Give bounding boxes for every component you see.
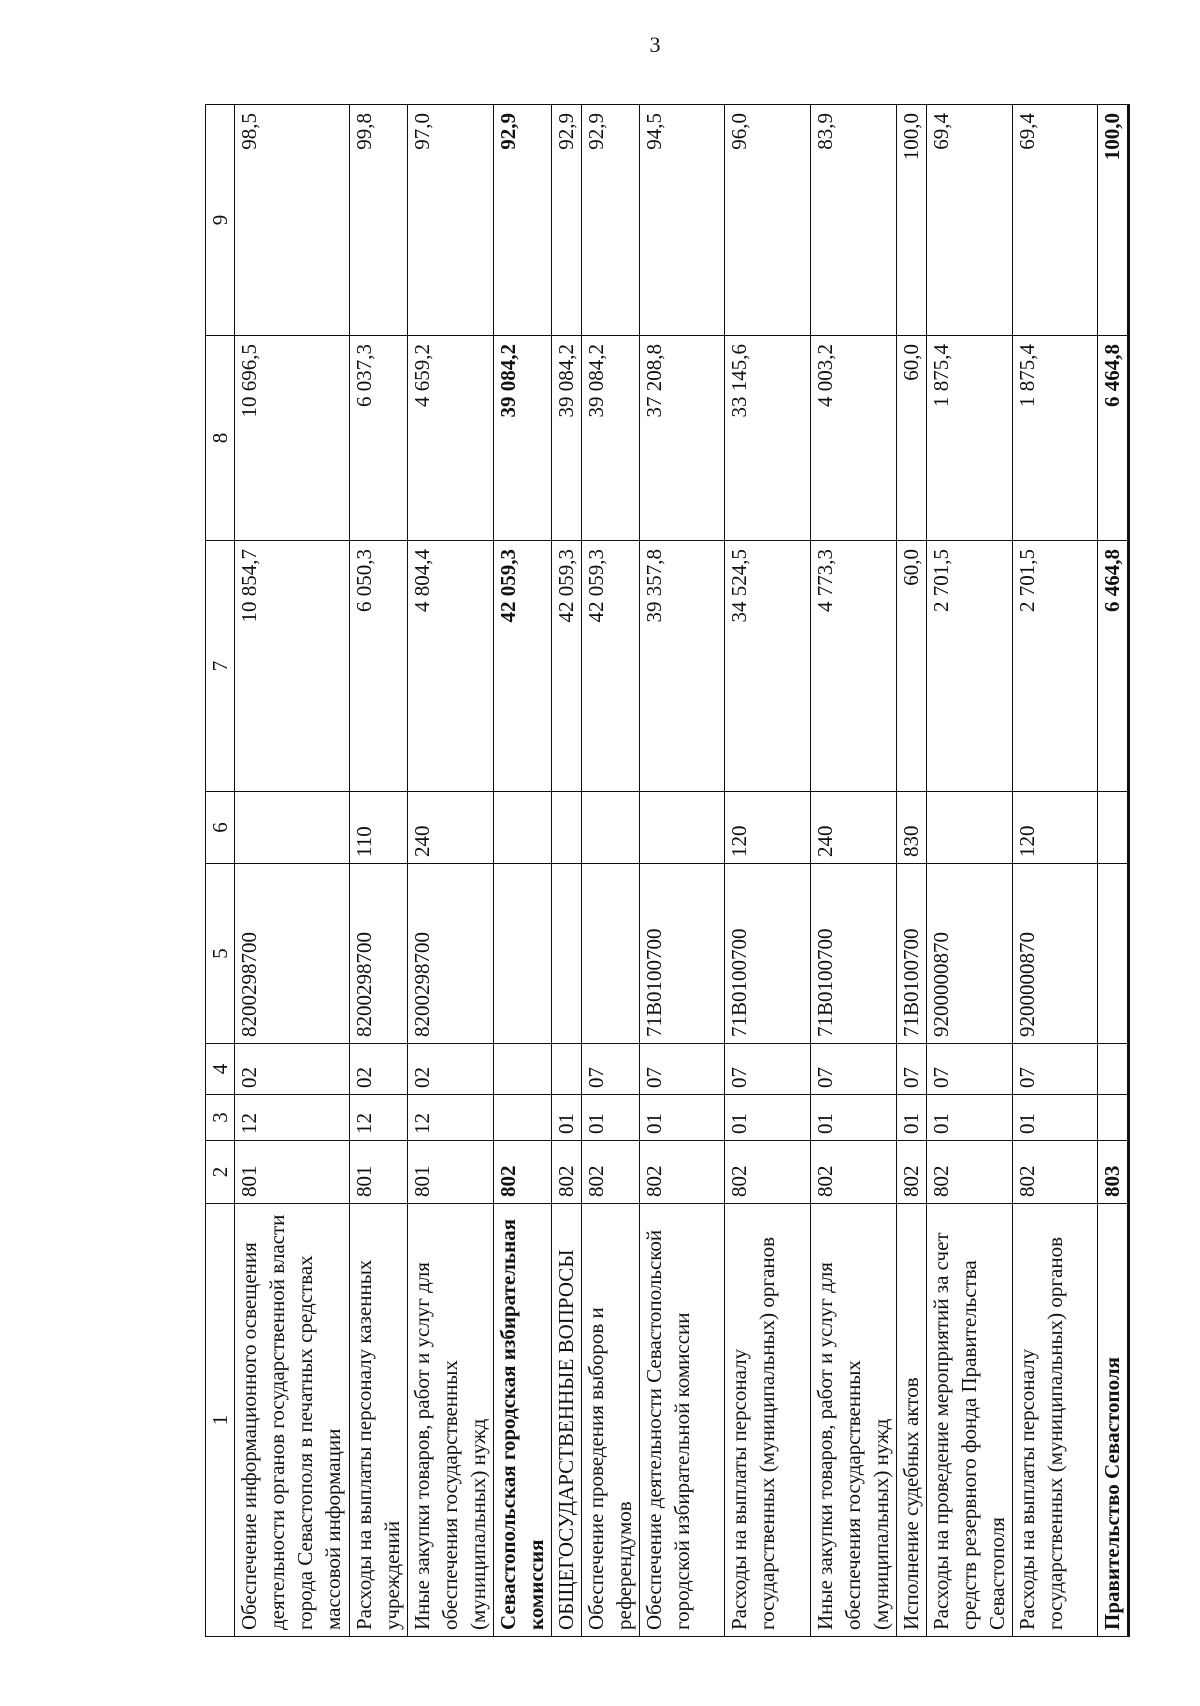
table-cell-col-5: 8200298700 xyxy=(407,864,493,1044)
table-cell-col-7: 2 701,5 xyxy=(1012,541,1097,792)
table-cell-col-5: 9200000870 xyxy=(926,864,1012,1044)
table-cell-col-4 xyxy=(552,1044,581,1095)
header-col-3: 3 xyxy=(206,1095,235,1141)
table-cell-col-7: 60,0 xyxy=(897,541,926,792)
table-cell-col-9: 83,9 xyxy=(810,105,896,336)
table-cell-col-2: 803 xyxy=(1098,1141,1129,1204)
table-cell-col-2: 801 xyxy=(235,1141,350,1204)
table-cell-col-1: Расходы на выплаты персоналу государственных (муниципальных) органов xyxy=(725,1204,810,1637)
table-cell-col-9: 96,0 xyxy=(725,105,810,336)
table-cell-col-7: 6 050,3 xyxy=(349,541,407,792)
table-cell-col-5: 8200298700 xyxy=(349,864,407,1044)
table-cell-col-1: Иные закупки товаров, работ и услуг для обеспечения государственных (муниципальных) нужд xyxy=(810,1204,896,1637)
table-cell-col-8: 6 464,8 xyxy=(1098,336,1129,541)
table-cell-col-3: 01 xyxy=(926,1095,1012,1141)
table-cell-col-6 xyxy=(1098,792,1129,864)
table-row xyxy=(407,105,493,1637)
table-cell-col-6: 110 xyxy=(349,792,407,864)
table-row xyxy=(897,105,926,1637)
table-cell-col-6: 120 xyxy=(725,792,810,864)
table-cell-col-9: 92,9 xyxy=(581,105,639,336)
table-cell-col-4: 02 xyxy=(349,1044,407,1095)
table-cell-col-3: 12 xyxy=(407,1095,493,1141)
table-cell-col-2: 802 xyxy=(810,1141,896,1204)
table-cell-col-2: 802 xyxy=(581,1141,639,1204)
header-col-7: 7 xyxy=(206,541,235,792)
table-cell-col-5: 71В0100700 xyxy=(639,864,724,1044)
table-cell-col-9: 92,9 xyxy=(494,105,552,336)
table-cell-col-4: 07 xyxy=(639,1044,724,1095)
table-cell-col-4: 07 xyxy=(810,1044,896,1095)
table-row xyxy=(1098,105,1129,1637)
table-cell-col-3 xyxy=(1098,1095,1129,1141)
table-cell-col-1: Обеспечение деятельности Севастопольской городской избирательной комиссии xyxy=(639,1204,724,1637)
table-cell-col-6 xyxy=(581,792,639,864)
table-cell-col-4 xyxy=(494,1044,552,1095)
table-row xyxy=(810,105,896,1637)
table-cell-col-4: 02 xyxy=(235,1044,350,1095)
table-cell-col-7: 4 804,4 xyxy=(407,541,493,792)
table-cell-col-4: 07 xyxy=(926,1044,1012,1095)
table-cell-col-8: 39 084,2 xyxy=(552,336,581,541)
table-cell-col-2: 802 xyxy=(926,1141,1012,1204)
table-cell-col-6 xyxy=(494,792,552,864)
header-col-5: 5 xyxy=(206,864,235,1044)
table-cell-col-8: 39 084,2 xyxy=(581,336,639,541)
table-cell-col-5: 71В0100700 xyxy=(810,864,896,1044)
table-cell-col-2: 802 xyxy=(639,1141,724,1204)
table-cell-col-5 xyxy=(552,864,581,1044)
header-row xyxy=(206,105,235,1637)
table-cell-col-8: 1 875,4 xyxy=(926,336,1012,541)
table-cell-col-1: Иные закупки товаров, работ и услуг для обеспечения государственных (муниципальных) нужд xyxy=(407,1204,493,1637)
header-col-8: 8 xyxy=(206,336,235,541)
table-cell-col-3: 01 xyxy=(725,1095,810,1141)
table-cell-col-6: 830 xyxy=(897,792,926,864)
table-cell-col-8: 4 659,2 xyxy=(407,336,493,541)
table-cell-col-2: 801 xyxy=(407,1141,493,1204)
table-cell-col-3: 01 xyxy=(810,1095,896,1141)
table-cell-col-3: 01 xyxy=(552,1095,581,1141)
table-cell-col-4: 07 xyxy=(1012,1044,1097,1095)
table-cell-col-5: 9200000870 xyxy=(1012,864,1097,1044)
table-cell-col-3: 01 xyxy=(1012,1095,1097,1141)
table-cell-col-6 xyxy=(639,792,724,864)
table-cell-col-4: 07 xyxy=(897,1044,926,1095)
table-row xyxy=(926,105,1012,1637)
table-cell-col-1: Исполнение судебных актов xyxy=(897,1204,926,1637)
table-cell-col-5: 71В0100700 xyxy=(897,864,926,1044)
table-cell-col-8: 6 037,3 xyxy=(349,336,407,541)
table-cell-col-6 xyxy=(926,792,1012,864)
table-cell-col-2: 801 xyxy=(349,1141,407,1204)
table-cell-col-1: Расходы на выплаты персоналу государственных (муниципальных) органов xyxy=(1012,1204,1097,1637)
table-cell-col-8: 33 145,6 xyxy=(725,336,810,541)
table-cell-col-7: 10 854,7 xyxy=(235,541,350,792)
page-number: 3 xyxy=(649,32,661,57)
table-cell-col-1: Обеспечение информационного освещения деятельности органов государственной власти города Севастополя в печатных средствах массовой информации xyxy=(235,1204,350,1637)
table-cell-col-2: 802 xyxy=(494,1141,552,1204)
table-cell-col-9: 94,5 xyxy=(639,105,724,336)
table-cell-col-5: 8200298700 xyxy=(235,864,350,1044)
table-row xyxy=(494,105,552,1637)
table-cell-col-1: ОБЩЕГОСУДАРСТВЕННЫЕ ВОПРОСЫ xyxy=(552,1204,581,1637)
table-cell-col-2: 802 xyxy=(552,1141,581,1204)
table-cell-col-3: 01 xyxy=(639,1095,724,1141)
table-cell-col-7: 42 059,3 xyxy=(494,541,552,792)
table-cell-col-8: 60,0 xyxy=(897,336,926,541)
table-cell-col-9: 69,4 xyxy=(1012,105,1097,336)
table-cell-col-1: Правительство Севастополя xyxy=(1098,1204,1129,1637)
table-cell-col-8: 39 084,2 xyxy=(494,336,552,541)
table-row xyxy=(581,105,639,1637)
table-cell-col-7: 42 059,3 xyxy=(552,541,581,792)
table-cell-col-4: 02 xyxy=(407,1044,493,1095)
table-cell-col-8: 1 875,4 xyxy=(1012,336,1097,541)
table-cell-col-9: 69,4 xyxy=(926,105,1012,336)
table-cell-col-9: 99,8 xyxy=(349,105,407,336)
table-cell-col-6 xyxy=(552,792,581,864)
table-cell-col-1: Обеспечение проведения выборов и референдумов xyxy=(581,1204,639,1637)
table-cell-col-1: Расходы на проведение мероприятий за счет средств резервного фонда Правительства Севастополя xyxy=(926,1204,1012,1637)
table-cell-col-4: 07 xyxy=(725,1044,810,1095)
budget-table xyxy=(205,104,1130,1637)
table-cell-col-8: 37 208,8 xyxy=(639,336,724,541)
table-cell-col-7: 34 524,5 xyxy=(725,541,810,792)
table-cell-col-9: 98,5 xyxy=(235,105,350,336)
table-cell-col-7: 2 701,5 xyxy=(926,541,1012,792)
table-cell-col-6 xyxy=(235,792,350,864)
table-row xyxy=(639,105,724,1637)
table-cell-col-5 xyxy=(494,864,552,1044)
table-cell-col-1: Севастопольская городская избирательная комиссия xyxy=(494,1204,552,1637)
table-row xyxy=(552,105,581,1637)
table-cell-col-2: 802 xyxy=(1012,1141,1097,1204)
table-cell-col-7: 4 773,3 xyxy=(810,541,896,792)
table-row xyxy=(725,105,810,1637)
table-cell-col-5 xyxy=(581,864,639,1044)
table-cell-col-9: 92,9 xyxy=(552,105,581,336)
table-cell-col-7: 42 059,3 xyxy=(581,541,639,792)
table-cell-col-8: 4 003,2 xyxy=(810,336,896,541)
table-body xyxy=(235,105,1129,1637)
table-row xyxy=(235,105,350,1637)
table-cell-col-2: 802 xyxy=(897,1141,926,1204)
table-cell-col-4: 07 xyxy=(581,1044,639,1095)
table-cell-col-5 xyxy=(1098,864,1129,1044)
table-cell-col-7: 6 464,8 xyxy=(1098,541,1129,792)
table-cell-col-8: 10 696,5 xyxy=(235,336,350,541)
table-cell-col-7: 39 357,8 xyxy=(639,541,724,792)
table-cell-col-3: 01 xyxy=(581,1095,639,1141)
table-row xyxy=(1012,105,1097,1637)
table-cell-col-3: 12 xyxy=(349,1095,407,1141)
table-cell-col-9: 100,0 xyxy=(897,105,926,336)
table-cell-col-6: 240 xyxy=(810,792,896,864)
table-cell-col-3 xyxy=(494,1095,552,1141)
header-col-4: 4 xyxy=(206,1044,235,1095)
table-cell-col-4 xyxy=(1098,1044,1129,1095)
rotated-table-wrapper xyxy=(205,105,1130,1637)
table-cell-col-3: 01 xyxy=(897,1095,926,1141)
table-cell-col-6: 240 xyxy=(407,792,493,864)
header-col-1: 1 xyxy=(206,1204,235,1637)
table-cell-col-3: 12 xyxy=(235,1095,350,1141)
table-cell-col-9: 97,0 xyxy=(407,105,493,336)
header-col-2: 2 xyxy=(206,1141,235,1204)
table-cell-col-2: 802 xyxy=(725,1141,810,1204)
header-col-6: 6 xyxy=(206,792,235,864)
table-cell-col-9: 100,0 xyxy=(1098,105,1129,336)
header-col-9: 9 xyxy=(206,105,235,336)
table-cell-col-6: 120 xyxy=(1012,792,1097,864)
table-row xyxy=(349,105,407,1637)
table-cell-col-1: Расходы на выплаты персоналу казенных учреждений xyxy=(349,1204,407,1637)
table-cell-col-5: 71В0100700 xyxy=(725,864,810,1044)
